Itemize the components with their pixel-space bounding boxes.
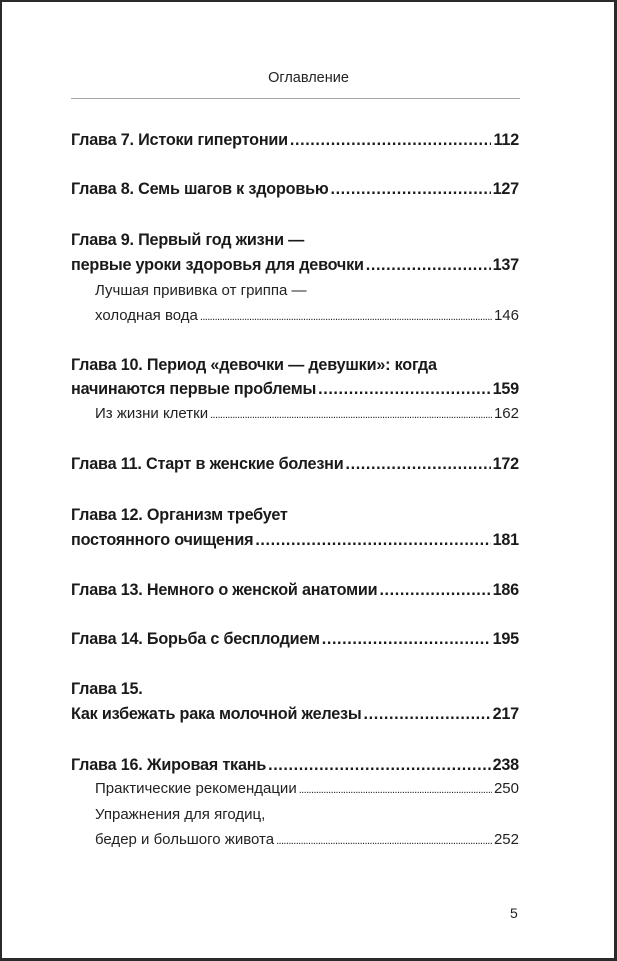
toc-subentry[interactable] <box>95 307 519 329</box>
dot-leader <box>255 531 490 550</box>
entry-title: первые уроки здоровья для девочки <box>71 256 364 274</box>
entry-page: 172 <box>492 455 519 473</box>
entry-title: начинаются первые проблемы <box>71 380 317 398</box>
dot-leader <box>364 705 491 724</box>
dot-leader <box>318 380 490 399</box>
entry-page: 186 <box>492 581 519 599</box>
running-header: Оглавление <box>268 70 349 86</box>
entry-title: Глава 14. Борьба с бесплодием <box>71 630 320 648</box>
toc-entry[interactable] <box>71 756 519 778</box>
entry-page: 181 <box>492 531 519 549</box>
dot-leader <box>200 307 492 324</box>
entry-page: 162 <box>493 405 519 422</box>
dot-leader <box>330 180 490 199</box>
entry-page: 250 <box>493 780 519 797</box>
dot-leader <box>210 405 492 422</box>
toc-subentry[interactable] <box>95 405 519 427</box>
toc-subentry[interactable] <box>95 831 519 853</box>
entry-title: Глава 9. Первый год жизни — <box>71 231 305 249</box>
entry-page: 112 <box>493 131 519 149</box>
entry-title: Как избежать рака молочной железы <box>71 705 362 723</box>
entry-title: Упражнения для ягодиц, <box>95 806 266 823</box>
entry-title: Глава 16. Жировая ткань <box>71 756 267 774</box>
toc-entry-line[interactable] <box>71 506 519 528</box>
dot-leader <box>299 780 492 797</box>
entry-page: 137 <box>492 256 519 274</box>
entry-title: Глава 11. Старт в женские болезни <box>71 455 344 473</box>
toc-entry[interactable] <box>71 131 519 153</box>
toc-subentry-line[interactable] <box>95 282 519 304</box>
dot-leader <box>276 831 492 848</box>
entry-title: Глава 10. Период «девочки — девушки»: когда <box>71 356 437 374</box>
entry-title: Глава 13. Немного о женской анатомии <box>71 581 378 599</box>
dot-leader <box>268 756 490 775</box>
toc-entry-line[interactable] <box>71 356 519 378</box>
entry-page: 217 <box>492 705 519 723</box>
toc-entry[interactable] <box>71 630 519 652</box>
dot-leader <box>290 131 492 150</box>
toc-entry-line[interactable] <box>71 231 519 253</box>
page-number: 5 <box>510 905 518 921</box>
dot-leader <box>346 455 491 474</box>
toc-entry-line[interactable] <box>71 680 519 702</box>
entry-title: Лучшая прививка от гриппа — <box>95 282 307 299</box>
toc-subentry-line[interactable] <box>95 806 519 828</box>
entry-title: бедер и большого живота <box>95 831 275 848</box>
entry-page: 252 <box>493 831 519 848</box>
entry-title: Практические рекомендации <box>95 780 297 797</box>
entry-title: Глава 8. Семь шагов к здоровью <box>71 180 329 198</box>
entry-page: 146 <box>493 307 519 324</box>
dot-leader <box>379 581 490 600</box>
toc-entry[interactable] <box>71 256 519 278</box>
entry-title: Глава 15. <box>71 680 143 698</box>
toc-subentry[interactable] <box>95 780 519 802</box>
header-rule <box>71 98 520 99</box>
dot-leader <box>322 630 491 649</box>
toc-entry[interactable] <box>71 705 519 727</box>
toc-entry[interactable] <box>71 380 519 402</box>
toc-entry[interactable] <box>71 581 519 603</box>
dot-leader <box>366 256 491 275</box>
entry-page: 238 <box>492 756 519 774</box>
entry-title: Из жизни клетки <box>95 405 209 422</box>
entry-page: 159 <box>492 380 519 398</box>
entry-page: 127 <box>492 180 519 198</box>
toc-entry[interactable] <box>71 455 519 477</box>
toc-entry[interactable] <box>71 180 519 202</box>
entry-title: Глава 12. Организм требует <box>71 506 288 524</box>
toc-entry[interactable] <box>71 531 519 553</box>
entry-title: Глава 7. Истоки гипертонии <box>71 131 288 149</box>
entry-title: холодная вода <box>95 307 198 324</box>
entry-title: постоянного очищения <box>71 531 254 549</box>
entry-page: 195 <box>492 630 519 648</box>
